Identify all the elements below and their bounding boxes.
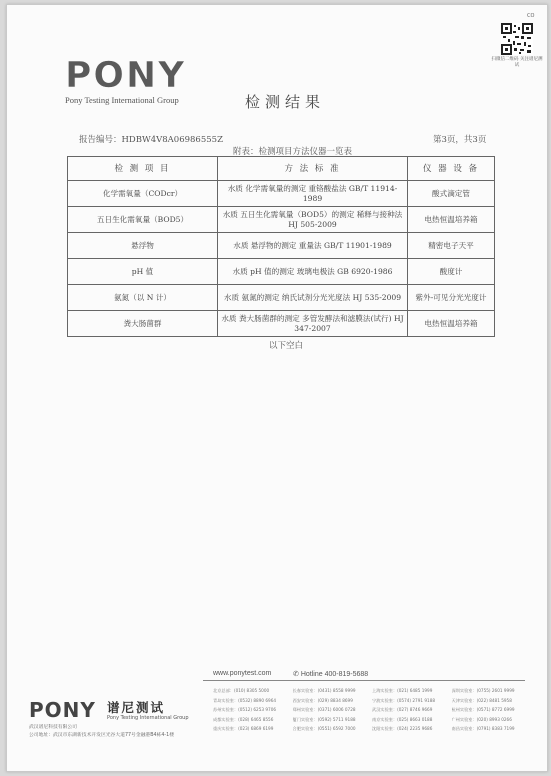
cell-item: 五日生化需氧量（BOD5）	[68, 207, 218, 233]
footer-pony-logo	[29, 699, 105, 721]
footer-brand-en: Pony Testing International Group	[107, 715, 189, 721]
branch-item: 厦门实验室：(0592) 5711 9188	[292, 716, 356, 722]
cell-method: 水质 粪大肠菌群的测定 多管发酵法和滤膜法(试行) HJ 347-2007	[218, 311, 408, 337]
branch-item: 西安实验室：(029) 8834 8699	[292, 697, 353, 703]
branch-item: 青岛实验室：(0532) 8890 6964	[213, 697, 277, 703]
footer-company	[29, 724, 174, 740]
report-page	[6, 4, 548, 772]
group-name: Pony Testing International Group	[65, 95, 179, 105]
cell-method: 水质 化学需氧量的测定 重铬酸盐法 GB/T 11914-1989	[218, 181, 408, 207]
cell-item: 粪大肠菌群	[68, 311, 218, 337]
report-number: 报告编号：HDBW4V8A06986555Z	[79, 135, 223, 145]
branch-item: 郑州实验室：(0371) 6006 0728	[292, 707, 356, 713]
footer-website: www.ponytest.com	[213, 670, 272, 677]
qr-code-icon	[501, 23, 533, 55]
table-row	[68, 259, 495, 285]
header-method: 方 法 标 准	[218, 157, 408, 181]
page-title: 检测结果	[245, 93, 326, 111]
corner-code: CO	[527, 13, 535, 19]
footer-brand-cn: 谱尼测试	[107, 700, 166, 715]
pony-logo-text: PONY	[65, 55, 187, 93]
cell-instrument: 电热恒温培养箱	[408, 311, 495, 337]
footer-hotline	[293, 670, 368, 678]
branch-item: 广州实验室：(020) 8993 0266	[451, 716, 512, 722]
cell-method: 水质 pH 值的测定 玻璃电极法 GB 6920-1986	[218, 259, 408, 285]
footer-hotline-text: Hotline 400-819-5688	[300, 671, 369, 678]
cell-instrument: 精密电子天平	[408, 233, 495, 259]
branch-item: 苏州实验室：(0512) 6253 9706	[213, 707, 277, 713]
header-instrument: 仪 器 设 备	[408, 157, 495, 181]
header-item: 检 测 项 目	[68, 157, 218, 181]
branch-item: 重庆实验室：(023) 6869 6199	[213, 726, 274, 732]
branch-item: 南京实验室：(025) 8663 0188	[372, 716, 433, 722]
cell-instrument: 紫外-可见分光光度计	[408, 285, 495, 311]
end-note: 以下空白	[269, 341, 304, 351]
footer-company-name: 武汉谱尼科技有限公司	[29, 725, 77, 730]
cell-item: 化学需氧量（CODcr）	[68, 181, 218, 207]
branch-item: 长春实验室：(0431) 8558 9999	[292, 688, 356, 693]
page-number: 第3页，共3页	[433, 135, 487, 145]
cell-method: 水质 五日生化需氧量（BOD5）的测定 稀释与接种法 HJ 505-2009	[218, 207, 408, 233]
branch-item: 沈阳实验室：(024) 2235 9686	[372, 726, 433, 732]
cell-instrument: 电热恒温培养箱	[408, 207, 495, 233]
branch-item: 宁波实验室：(0574) 2791 9188	[372, 697, 436, 703]
cell-item: 悬浮物	[68, 233, 218, 259]
footer-logo-text: PONY	[29, 699, 96, 721]
phone-icon: ✆	[293, 671, 299, 678]
pony-logo	[65, 55, 215, 93]
branch-item: 武汉实验室：(027) 8746 9669	[372, 707, 433, 713]
cell-method: 水质 氨氮的测定 纳氏试剂分光光度法 HJ 535-2009	[218, 285, 408, 311]
table-row	[68, 233, 495, 259]
table-row	[68, 311, 495, 337]
cell-item: pH 值	[68, 259, 218, 285]
appendix-title: 附表：检测项目方法仪器一览表	[233, 147, 353, 157]
method-table	[67, 156, 495, 337]
table-row	[68, 285, 495, 311]
footer-company-address: 公司地址：武汉市东湖新技术开发区光谷大道77号金融港B4栋4-1楼	[29, 733, 175, 738]
cell-instrument: 酸度计	[408, 259, 495, 285]
branch-item: 上海实验室：(021) 6485 1999	[372, 688, 433, 693]
branch-item: 天津实验室：(022) 8481 5958	[451, 697, 512, 703]
cell-instrument: 酸式滴定管	[408, 181, 495, 207]
cell-item: 氨氮（以 N 计）	[68, 285, 218, 311]
branch-item: 南昌实验室：(0791) 8383 7199	[451, 726, 515, 732]
table-header-row	[68, 157, 495, 181]
branch-item: 深圳实验室：(0755) 2601 9999	[451, 688, 515, 693]
branch-list	[213, 687, 527, 734]
cell-method: 水质 悬浮物的测定 重量法 GB/T 11901-1989	[218, 233, 408, 259]
footer-divider	[203, 680, 525, 681]
qr-caption: 扫微信二维码 关注谱尼测试	[491, 57, 543, 68]
branch-item: 杭州实验室：(0571) 8772 6999	[451, 707, 515, 713]
branch-item: 合肥实验室：(0551) 6592 7000	[292, 726, 356, 732]
branch-item: 成都实验室：(028) 6465 8556	[213, 716, 274, 722]
branch-item: 北京总部：(010) 8305 5000	[213, 688, 270, 693]
table-row	[68, 207, 495, 233]
table-row	[68, 181, 495, 207]
